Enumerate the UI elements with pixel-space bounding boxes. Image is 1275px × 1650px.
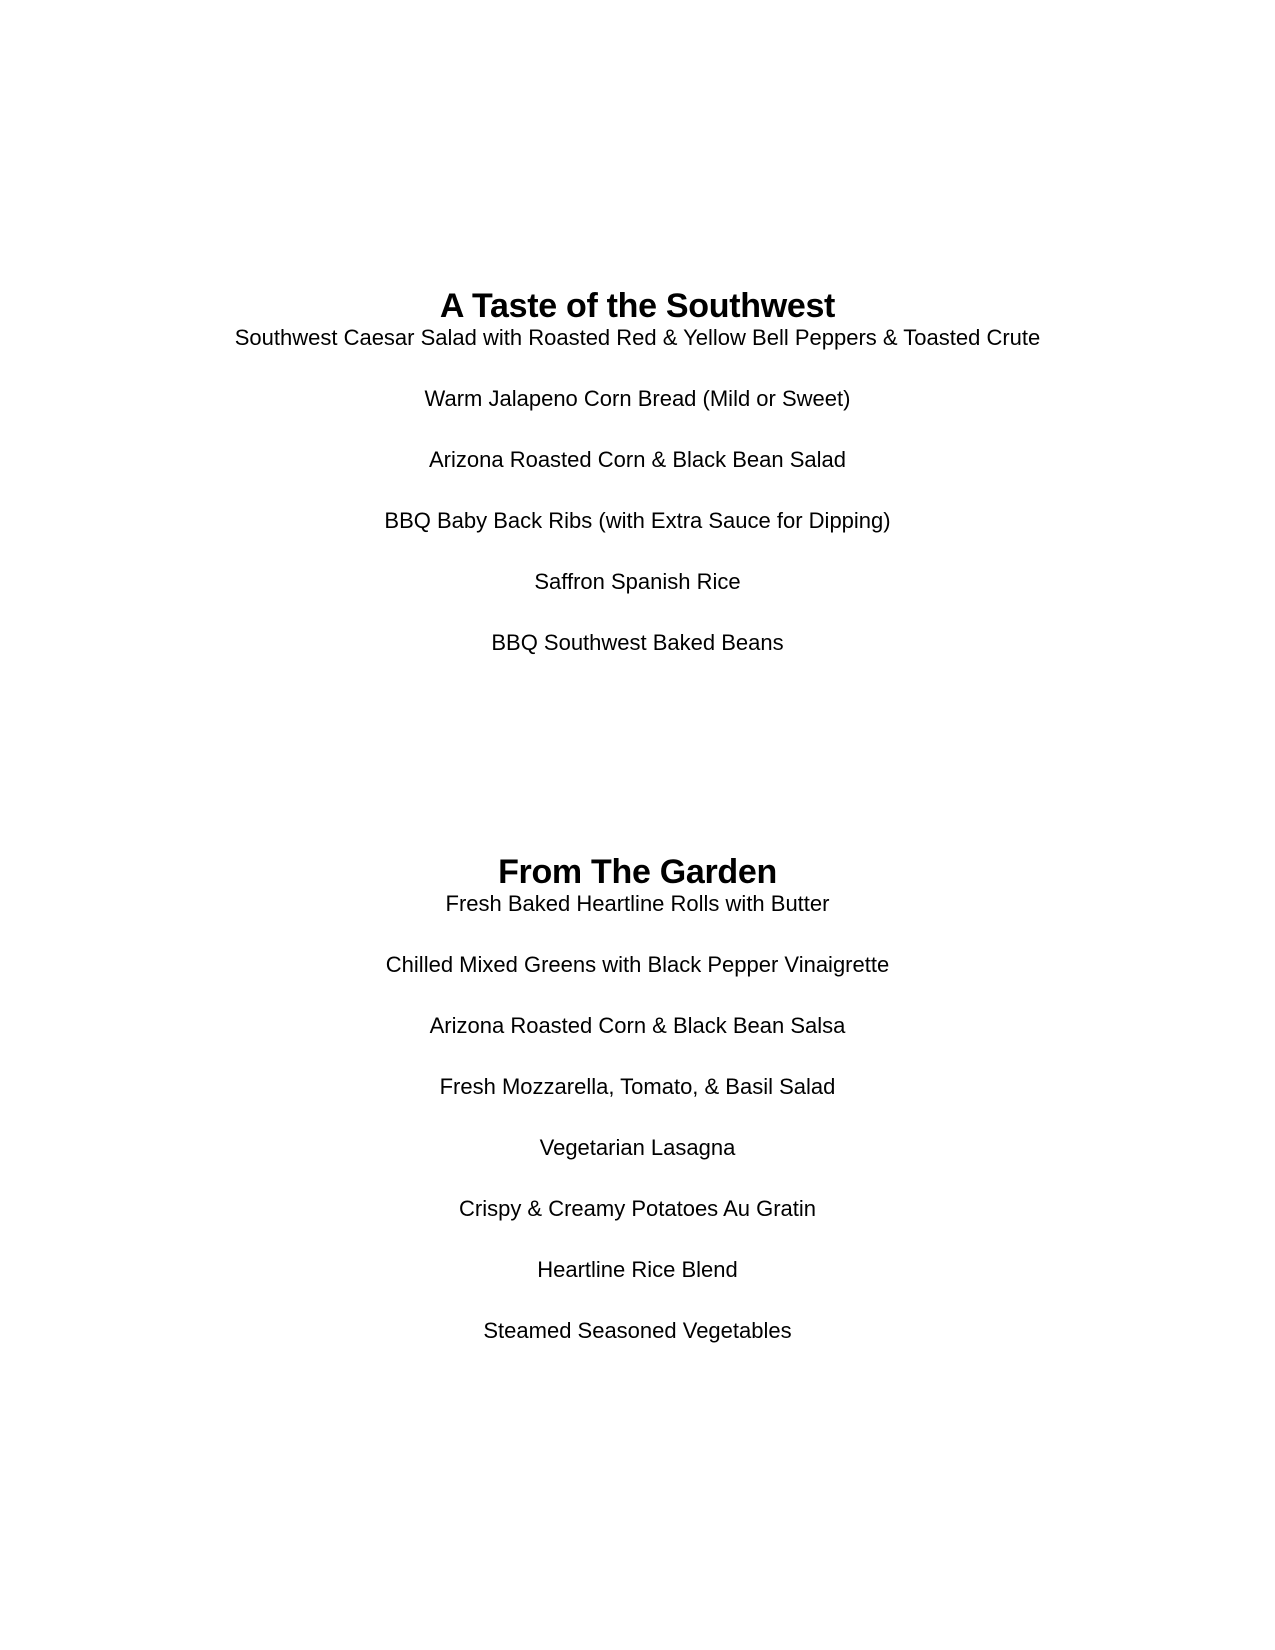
menu-item: Southwest Caesar Salad with Roasted Red & Yellow Bell Peppers & Toasted Crute bbox=[234, 325, 1041, 350]
southwest-item-list bbox=[0, 325, 1275, 656]
menu-item: Fresh Mozzarella, Tomato, & Basil Salad bbox=[439, 1074, 836, 1099]
menu-item: Warm Jalapeno Corn Bread (Mild or Sweet) bbox=[424, 386, 851, 411]
section-southwest bbox=[0, 286, 1275, 656]
section-title-garden: From The Garden bbox=[498, 853, 777, 891]
menu-item: Chilled Mixed Greens with Black Pepper Vinaigrette bbox=[385, 952, 890, 977]
menu-item: Arizona Roasted Corn & Black Bean Salsa bbox=[429, 1013, 846, 1038]
menu-item: Crispy & Creamy Potatoes Au Gratin bbox=[458, 1196, 817, 1221]
menu-item: Fresh Baked Heartline Rolls with Butter bbox=[445, 891, 830, 916]
menu-item: Saffron Spanish Rice bbox=[534, 569, 741, 594]
menu-item: Vegetarian Lasagna bbox=[539, 1135, 736, 1160]
menu-item: Steamed Seasoned Vegetables bbox=[483, 1318, 792, 1343]
menu-item: BBQ Southwest Baked Beans bbox=[491, 630, 784, 655]
section-title-southwest: A Taste of the Southwest bbox=[439, 287, 836, 325]
section-garden bbox=[0, 852, 1275, 1344]
garden-item-list bbox=[0, 891, 1275, 1344]
menu-item: Arizona Roasted Corn & Black Bean Salad bbox=[428, 447, 846, 472]
menu-item: Heartline Rice Blend bbox=[537, 1257, 738, 1282]
menu-item: BBQ Baby Back Ribs (with Extra Sauce for Dipping) bbox=[384, 508, 891, 533]
